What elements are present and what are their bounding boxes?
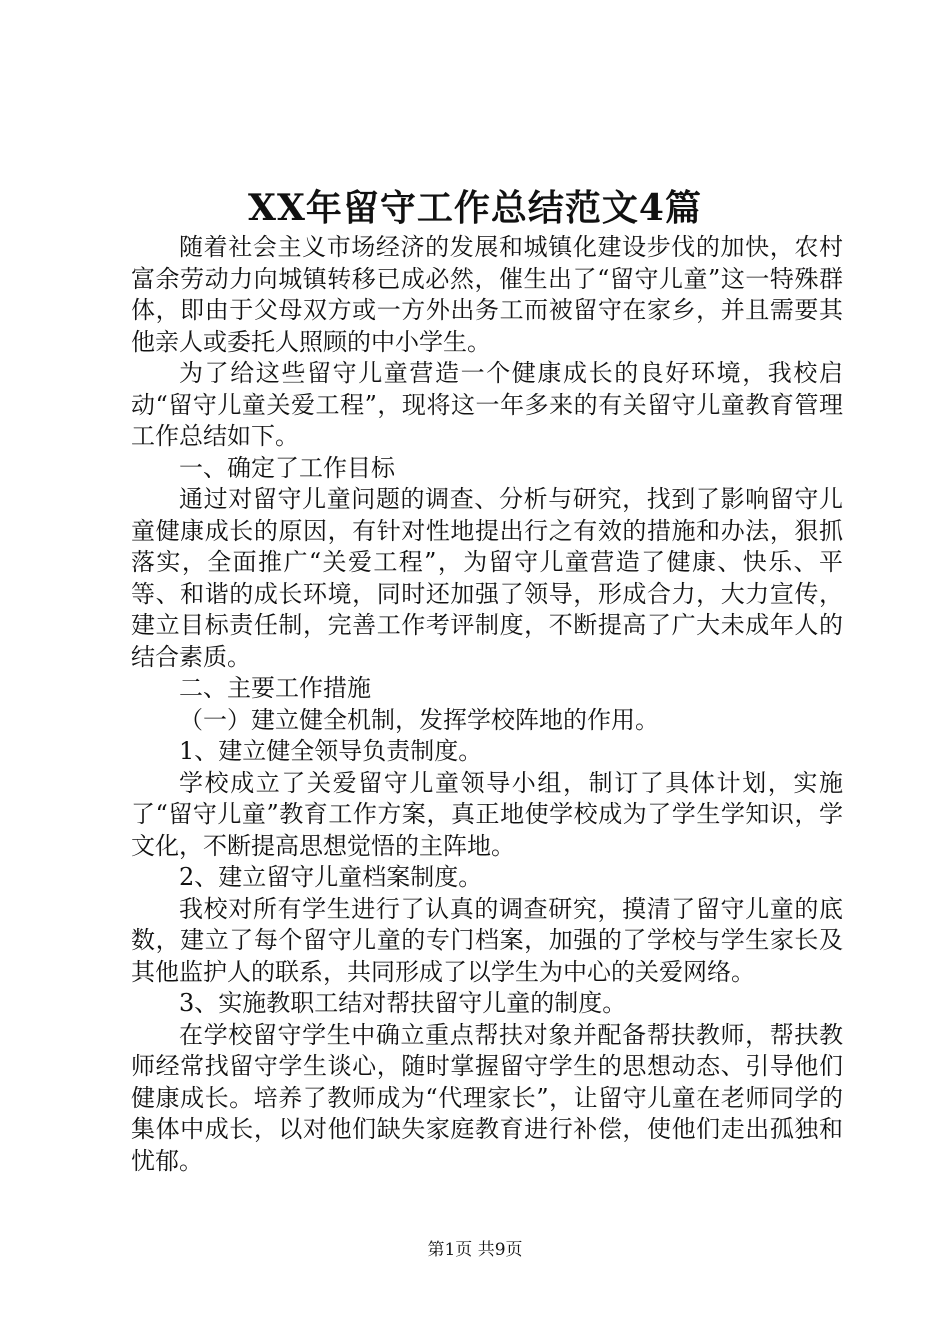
item-heading-archives: 2、建立留守儿童档案制度。 — [179, 863, 483, 891]
paragraph-archives: 我校对所有学生进行了认真的调查研究，摸清了留守儿童的底数，建立了每个留守儿童的专门档案，加强的了学校与学生家长及其他监护人的联系，共同形成了以学生为中心的关爱网络。 — [131, 894, 843, 986]
paragraph-goals: 通过对留守儿童问题的调查、分析与研究，找到了影响留守儿童健康成长的原因，有针对性地提出行之有效的措施和办法，狠抓落实，全面推广“关爱工程”，为留守儿童营造了健康、快乐、平等、和谐的成长环境，同时还加强了领导，形成合力，大力宣传，建立目标责任制，完善工作考评制度，不断提高了广大未成年人的结合素质。 — [131, 485, 843, 671]
paragraph-intro: 随着社会主义市场经济的发展和城镇化建设步伐的加快，农村富余劳动力向城镇转移已成必然，催生出了“留守儿童”这一特殊群体，即由于父母双方或一方外出务工而被留守在家乡，并且需要其他亲人或委托人照顾的中小学生。 — [131, 233, 843, 356]
paragraph-leadership: 学校成立了关爱留守儿童领导小组，制订了具体计划，实施了“留守儿童”教育工作方案，真正地使学校成为了学生学知识，学文化，不断提高思想觉悟的主阵地。 — [131, 768, 843, 860]
paragraph-purpose: 为了给这些留守儿童营造一个健康成长的良好环境，我校启动“留守儿童关爱工程”，现将这一年多来的有关留守儿童教育管理工作总结如下。 — [131, 359, 843, 450]
paragraph-pairing: 在学校留守学生中确立重点帮扶对象并配备帮扶教师，帮扶教师经常找留守学生谈心，随时掌握留守学生的思想动态、引导他们健康成长。培养了教师成为“代理家长”，让留守儿童在老师同学的集体中成长，以对他们缺失家庭教育进行补偿，使他们走出孤独和忧郁。 — [131, 1020, 843, 1175]
section-heading-measures: 二、主要工作措施 — [179, 674, 371, 702]
item-heading-pairing: 3、实施教职工结对帮扶留守儿童的制度。 — [179, 989, 627, 1017]
subsection-heading-mechanism: （一）建立健全机制，发挥学校阵地的作用。 — [179, 705, 659, 734]
document-body — [131, 232, 843, 1177]
item-heading-leadership: 1、建立健全领导负责制度。 — [179, 737, 483, 765]
page-indicator: 第1页 共9页 — [427, 1240, 523, 1260]
document-title: XX年留守工作总结范文4篇 — [248, 187, 702, 229]
section-heading-goals: 一、确定了工作目标 — [179, 453, 395, 482]
